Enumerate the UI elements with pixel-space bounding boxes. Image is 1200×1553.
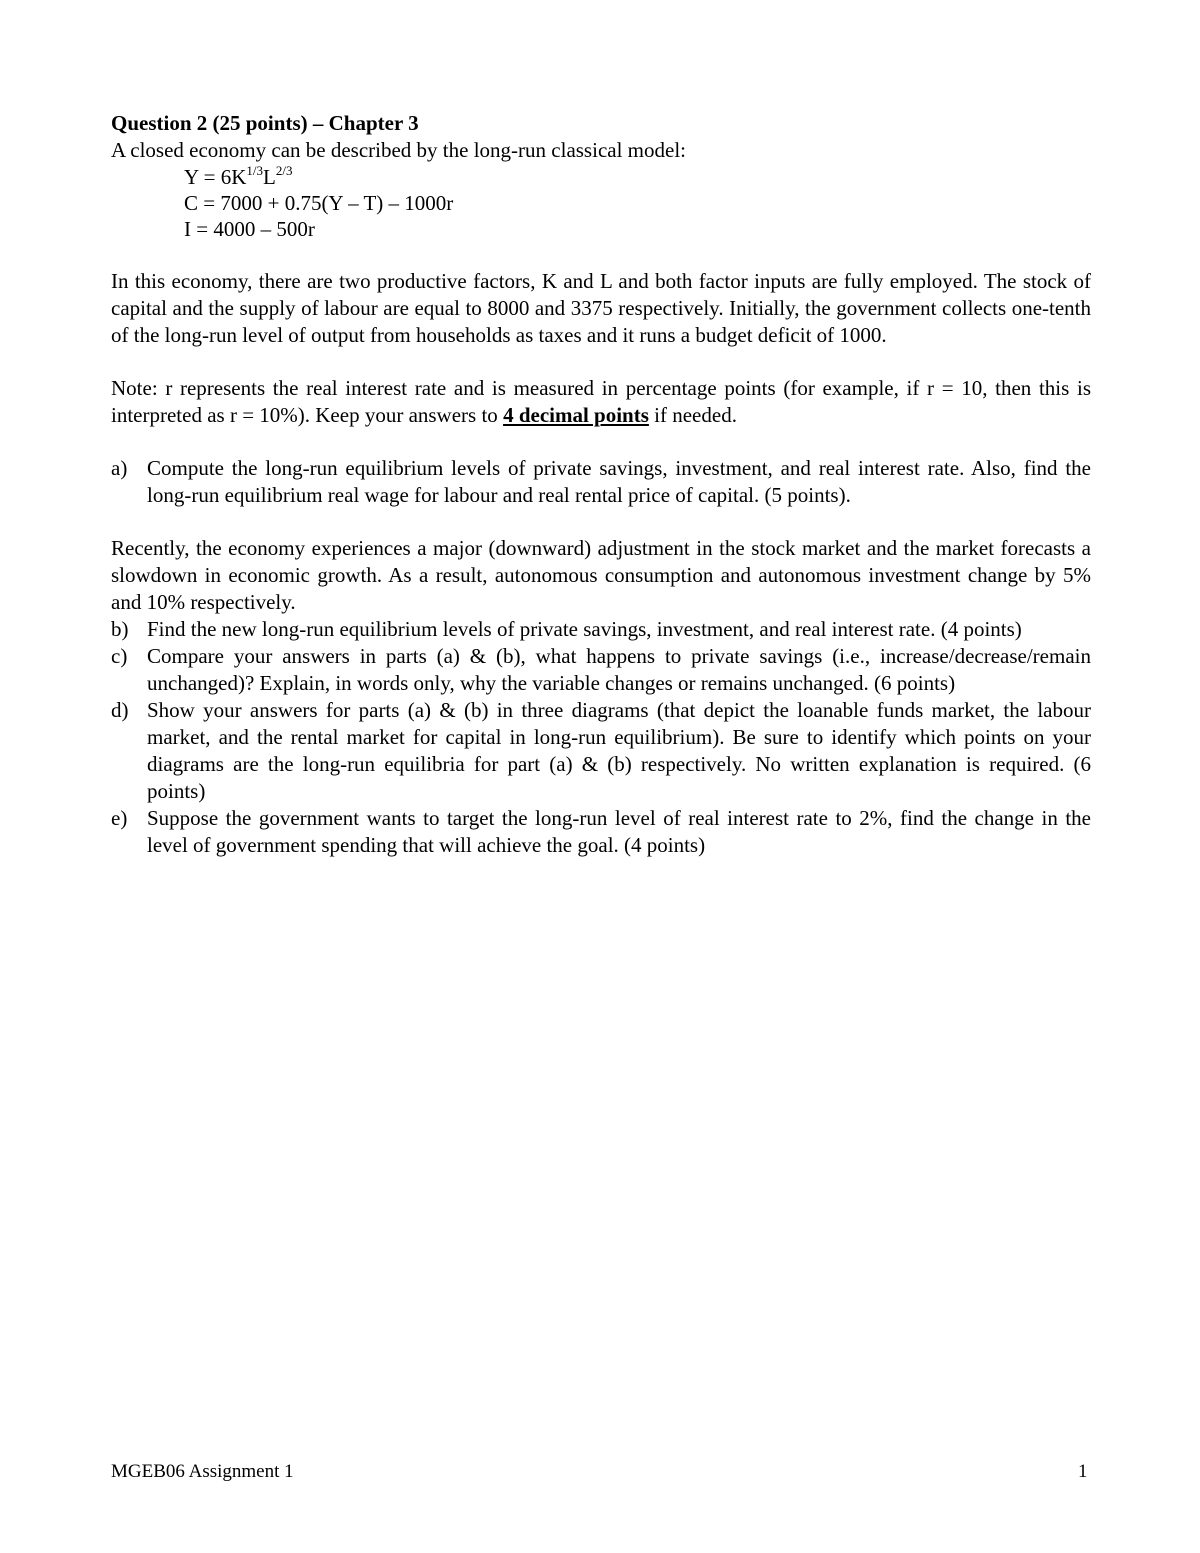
eq-y-exp1: 1/3 bbox=[246, 163, 264, 178]
part-d-text: Show your answers for parts (a) & (b) in three diagrams (that depict the loanable funds market, the labour market, and the rental market for capital in long-run equilibrium). Be sure to identify which points on your diagrams are the long-run equilibria for part (a) & (b) respectively. No written explanation is required. (6 points) bbox=[147, 698, 1091, 803]
part-e-text: Suppose the government wants to target the long-run level of real interest rate to 2%, find the change in the level of government spending that will achieve the goal. (4 points) bbox=[147, 806, 1091, 857]
note-text-a: Note: r represents the real interest rate and is measured in percentage points (for example, if r = 10, then this is interpreted as r = 10%). Keep your answers to bbox=[111, 376, 1091, 427]
part-b bbox=[111, 616, 1091, 643]
part-c-text: Compare your answers in parts (a) & (b), what happens to private savings (i.e., increase/decrease/remain unchanged)? Explain, in words only, why the variable changes or remains unchanged. (6 points) bbox=[147, 644, 1091, 695]
part-c-label: c) bbox=[111, 644, 128, 668]
note-text-b: if needed. bbox=[648, 403, 737, 427]
note-paragraph bbox=[111, 375, 1091, 429]
page-number: 1 bbox=[1078, 1461, 1088, 1482]
intro-text: A closed economy can be described by the long-run classical model: bbox=[111, 138, 686, 162]
part-e bbox=[111, 805, 1091, 859]
investment-function: I = 4000 – 500r bbox=[184, 217, 315, 241]
note-emphasis: 4 decimal points bbox=[503, 403, 649, 427]
paragraph-economy: In this economy, there are two productive factors, K and L and both factor inputs are fully employed. The stock of capital and the supply of labour are equal to 8000 and 3375 respectively. Initially, the government collects one-tenth of the long-run level of output from households as taxes and it runs a budget deficit of 1000. bbox=[111, 269, 1091, 347]
eq-y-mid: L bbox=[263, 165, 276, 189]
document-page bbox=[111, 110, 1091, 859]
paragraph-shock: Recently, the economy experiences a major (downward) adjustment in the stock market and the market forecasts a slowdown in economic growth. As a result, autonomous consumption and autonomous investment change by 5% and 10% respectively. bbox=[111, 536, 1091, 614]
part-a-label: a) bbox=[111, 456, 128, 480]
part-c bbox=[111, 643, 1091, 697]
eq-y-exp2: 2/3 bbox=[275, 163, 293, 178]
production-function bbox=[111, 164, 1091, 190]
part-a bbox=[111, 455, 1091, 509]
part-d bbox=[111, 697, 1091, 805]
part-a-text: Compute the long-run equilibrium levels of private savings, investment, and real interest rate. Also, find the long-run equilibrium real wage for labour and real rental price of capital. (5 points). bbox=[147, 456, 1091, 507]
part-b-text: Find the new long-run equilibrium levels of private savings, investment, and real interest rate. (4 points) bbox=[147, 617, 1022, 641]
question-heading: Question 2 (25 points) – Chapter 3 bbox=[111, 111, 419, 135]
eq-y-prefix: Y = 6K bbox=[184, 165, 247, 189]
consumption-function: C = 7000 + 0.75(Y – T) – 1000r bbox=[184, 191, 454, 215]
part-e-label: e) bbox=[111, 806, 128, 830]
part-b-label: b) bbox=[111, 617, 129, 641]
part-d-label: d) bbox=[111, 698, 129, 722]
footer-course: MGEB06 Assignment 1 bbox=[111, 1461, 294, 1482]
